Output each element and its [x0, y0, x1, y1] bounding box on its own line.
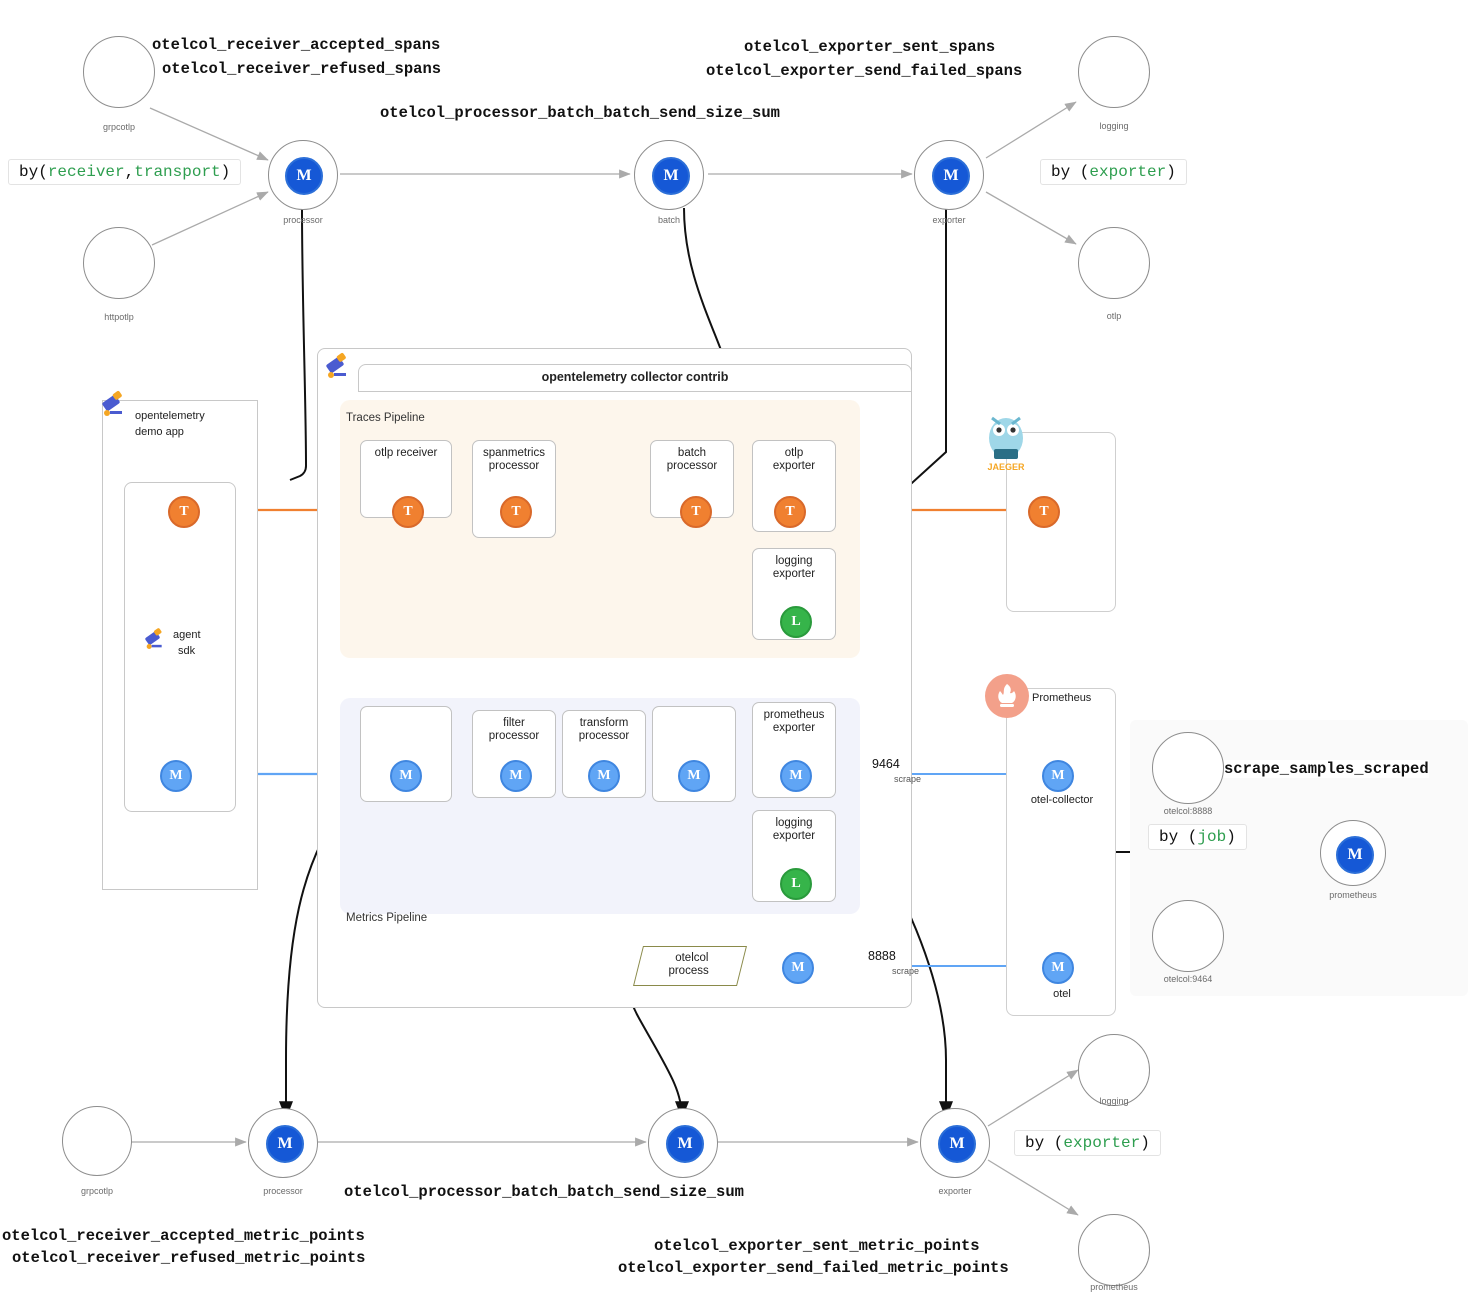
collector-panel-title: opentelemetry collector contrib [541, 370, 729, 384]
node-batch-top-caption: batch [657, 215, 681, 225]
badge-prom-target-otel-collector: M [1042, 760, 1074, 792]
traces-pipeline-label: Traces Pipeline [346, 412, 425, 424]
badge-otelcol-process: M [782, 952, 814, 984]
comp-batch-traces-line2: processor [666, 460, 718, 473]
node-grpcotlp-top-caption: grpcotlp [102, 122, 136, 132]
comma: , [124, 163, 135, 181]
scrape-port-9464: 9464 [872, 757, 900, 771]
node-otlp-top-caption: otlp [1106, 311, 1122, 321]
badge-processor-bottom: M [266, 1125, 304, 1163]
node-grpcotlp-top [83, 36, 155, 108]
node-prometheus-scrape-caption: prometheus [1329, 890, 1377, 900]
badge-prom-target-otel: M [1042, 952, 1074, 984]
metric-label-receiver-metric-points-2: otelcol_receiver_refused_metric_points [12, 1249, 366, 1267]
metric-label-receiver-metric-points-1: otelcol_receiver_accepted_metric_points [2, 1227, 365, 1245]
jaeger-label: JAEGER [987, 462, 1025, 472]
node-grpcotlp-bottom-caption: grpcotlp [80, 1186, 114, 1196]
demo-app-title-line1: opentelemetry [135, 410, 205, 422]
badge-filter-processor: M [500, 760, 532, 792]
node-logging-top-caption: logging [1099, 121, 1129, 131]
node-prometheus-bottom [1078, 1214, 1150, 1286]
badge-prometheus-scrape: M [1336, 836, 1374, 874]
badge-otlp-exporter-traces: T [774, 496, 806, 528]
demo-app-title-line2: demo app [135, 426, 184, 438]
comp-spanmetrics-line1: spanmetrics [483, 447, 545, 459]
prometheus-logo-icon [985, 674, 1029, 718]
comp-logging-exporter-metrics-line2: exporter [772, 830, 816, 843]
scrape-port-8888: 8888 [868, 949, 896, 963]
node-otelcol-9464-caption: otelcol:9464 [1163, 974, 1213, 984]
node-logging-top [1078, 36, 1150, 108]
by-receiver: receiver [47, 163, 125, 181]
by-exporter-bottom-box: by (exporter) [1014, 1130, 1161, 1156]
node-logging-bottom-caption: logging [1099, 1096, 1129, 1106]
comp-filter-line1: filter [503, 717, 525, 729]
node-httpotlp-top [83, 227, 155, 299]
node-httpotlp-top-caption: httpotlp [104, 312, 134, 322]
badge-exporter-top: M [932, 157, 970, 195]
metric-label-exporter-spans-2: otelcol_exporter_send_failed_spans [706, 62, 1023, 80]
by-job: job [1197, 828, 1227, 846]
by-exporter-bottom: exporter [1063, 1134, 1141, 1152]
by-prefix-bottom: by [1025, 1134, 1045, 1152]
by-transport: transport [134, 163, 221, 181]
comp-transform-line2: processor [578, 730, 630, 743]
metric-label-batch-send-size-top: otelcol_processor_batch_batch_send_size_sum [380, 104, 780, 122]
badge-batch-top: M [652, 157, 690, 195]
metric-label-receiver-spans-1: otelcol_receiver_accepted_spans [152, 36, 441, 54]
node-prometheus-bottom-caption: prometheus [1090, 1282, 1138, 1292]
comp-filter-line2: processor [488, 730, 540, 743]
comp-logging-exporter-metrics-line1: logging [775, 817, 813, 829]
node-otlp-top [1078, 227, 1150, 299]
metric-label-receiver-spans-2: otelcol_receiver_refused_spans [162, 60, 442, 78]
agent-sdk-icon [140, 624, 170, 654]
badge-logging-exporter-traces: L [780, 606, 812, 638]
metric-label-exporter-metric-points-1: otelcol_exporter_sent_metric_points [654, 1237, 980, 1255]
badge-exporter-bottom: M [938, 1125, 976, 1163]
badge-processor-top: M [285, 157, 323, 195]
by-prefix-job: by [1159, 828, 1179, 846]
by-prefix-top: by [1051, 163, 1071, 181]
comp-logging-exporter-traces-line1: logging [775, 555, 813, 567]
otelcol-process-line2: process [668, 965, 709, 978]
comp-logging-exporter-traces-line2: exporter [772, 568, 816, 581]
agent-sdk-line1: agent [173, 629, 201, 641]
badge-app-traces: T [168, 496, 200, 528]
badge-batch-processor-traces: T [680, 496, 712, 528]
node-processor-bottom-caption: processor [263, 1186, 303, 1196]
otelcol-process-shape [633, 946, 747, 986]
metrics-pipeline-label: Metrics Pipeline [346, 912, 428, 924]
badge-otlp-receiver-metrics: M [390, 760, 422, 792]
paren-open: ( [38, 163, 48, 181]
prom-target-otel-collector-label: otel-collector [1030, 794, 1094, 806]
otelcol-process-line1: otelcol [675, 952, 709, 964]
node-grpcotlp-bottom [62, 1106, 132, 1176]
node-otelcol-8888-caption: otelcol:8888 [1163, 806, 1213, 816]
comp-otlp-exporter-line1: otlp [784, 447, 804, 459]
node-processor-top-caption: processor [283, 215, 323, 225]
metric-label-exporter-metric-points-2: otelcol_exporter_send_failed_metric_points [618, 1259, 1009, 1277]
comp-prom-exporter-line1: prometheus [763, 709, 825, 721]
opentelemetry-logo-icon-app [96, 386, 132, 422]
by-job-box: by (job) [1148, 824, 1247, 850]
badge-otlp-receiver-traces: T [392, 496, 424, 528]
badge-jaeger-traces: T [1028, 496, 1060, 528]
comp-otlp-receiver-traces-label: otlp receiver [374, 447, 438, 459]
comp-batch-traces-line1: batch [677, 447, 707, 459]
prometheus-box-title: Prometheus [1032, 692, 1092, 704]
comp-transform-line1: transform [579, 717, 629, 729]
badge-transform-processor: M [588, 760, 620, 792]
prom-target-otel-label: otel [1053, 988, 1071, 1000]
agent-sdk-line2: sdk [178, 645, 196, 657]
comp-otlp-exporter-line2: exporter [772, 460, 816, 473]
jaeger-logo-icon [978, 408, 1034, 466]
node-otelcol-8888 [1152, 732, 1224, 804]
badge-app-metrics: M [160, 760, 192, 792]
comp-prom-exporter-line2: exporter [772, 722, 816, 735]
scrape-word-9464: scrape [894, 774, 922, 784]
metric-label-batch-send-size-bottom: otelcol_processor_batch_batch_send_size_sum [344, 1183, 744, 1201]
scrape-word-8888: scrape [892, 966, 920, 976]
metric-label-scrape-samples: scrape_samples_scraped [1224, 760, 1429, 778]
node-exporter-bottom-caption: exporter [938, 1186, 972, 1196]
opentelemetry-logo-icon [320, 348, 356, 384]
by-exporter-top: exporter [1089, 163, 1167, 181]
node-exporter-top-caption: exporter [932, 215, 966, 225]
by-prefix: by [19, 163, 39, 181]
node-otelcol-9464 [1152, 900, 1224, 972]
badge-prometheus-exporter: M [780, 760, 812, 792]
paren-close: ) [220, 163, 231, 181]
badge-batch-processor-metrics: M [678, 760, 710, 792]
comp-spanmetrics-line2: processor [488, 460, 540, 473]
metric-label-exporter-spans-1: otelcol_exporter_sent_spans [744, 38, 996, 56]
badge-logging-exporter-metrics: L [780, 868, 812, 900]
by-receiver-transport-box [8, 159, 241, 185]
badge-batch-bottom: M [666, 1125, 704, 1163]
by-exporter-top-box: by (exporter) [1040, 159, 1187, 185]
badge-spanmetrics-processor: T [500, 496, 532, 528]
